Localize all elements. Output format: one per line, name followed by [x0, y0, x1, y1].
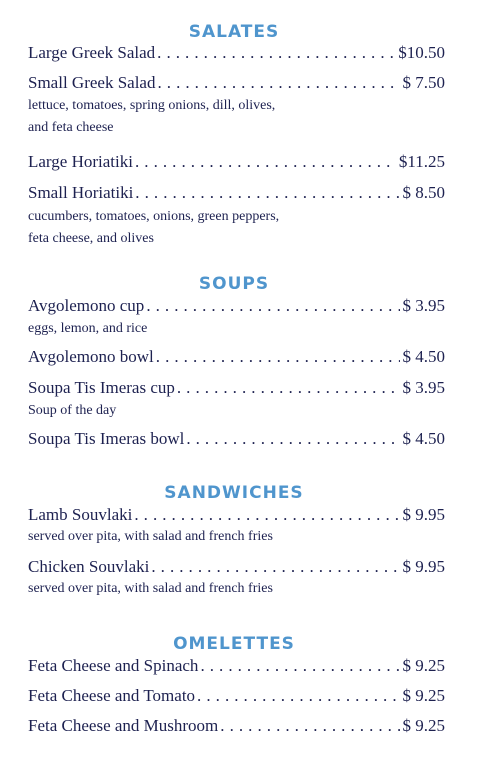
item-name: Lamb Souvlaki [28, 505, 133, 524]
section-heading-sandwiches: SANDWICHES [164, 483, 304, 503]
menu-item-chicken-souvlaki [28, 556, 445, 578]
section-heading-salates: SALATES [188, 22, 280, 42]
menu-item-avgolemono-cup [28, 295, 445, 317]
item-name: Soupa Tis Imeras cup [28, 378, 175, 397]
item-name: Avgolemono cup [28, 296, 145, 315]
item-name: Feta Cheese and Spinach [28, 656, 199, 675]
dot-leader [220, 715, 399, 737]
menu-item-lamb-souvlaki [28, 504, 445, 526]
item-description: and feta cheese [28, 120, 114, 135]
dot-leader [200, 655, 399, 677]
item-name: Chicken Souvlaki [28, 557, 150, 576]
menu-item-large-greek-salad [28, 42, 445, 64]
item-description: served over pita, with salad and french fries [28, 529, 273, 544]
dot-leader [177, 377, 400, 399]
item-name: Avgolemono bowl [28, 347, 154, 366]
item-description: cucumbers, tomatoes, onions, green peppers, [28, 209, 280, 224]
menu-item-small-greek-salad [28, 72, 445, 94]
item-price: $ 8.50 [402, 183, 445, 202]
section-heading-soups: SOUPS [198, 274, 270, 294]
item-name: Large Horiatiki [28, 152, 133, 171]
dot-leader [186, 428, 399, 450]
dot-leader [135, 151, 396, 173]
menu-item-large-horiatiki [28, 151, 445, 173]
item-name: Feta Cheese and Mushroom [28, 716, 219, 735]
item-price: $ 4.50 [402, 347, 445, 366]
menu-item-feta-spinach [28, 655, 445, 677]
item-name: Soupa Tis Imeras bowl [28, 429, 185, 448]
dot-leader [146, 295, 399, 317]
menu-item-feta-tomato [28, 685, 445, 707]
item-description: eggs, lemon, and rice [28, 321, 148, 336]
menu-item-soupa-tis-imeras-cup [28, 377, 445, 399]
dot-leader [134, 504, 399, 526]
item-description: feta cheese, and olives [28, 231, 154, 246]
dot-leader [151, 556, 399, 578]
dot-leader [157, 42, 395, 64]
dot-leader [156, 346, 400, 368]
item-name: Small Horiatiki [28, 183, 134, 202]
item-price: $ 9.25 [402, 716, 445, 735]
item-name: Large Greek Salad [28, 43, 156, 62]
item-price: $ 4.50 [402, 429, 445, 448]
dot-leader [197, 685, 399, 707]
item-price: $ 9.25 [402, 656, 445, 675]
menu-item-avgolemono-bowl [28, 346, 445, 368]
item-price: $ 9.95 [402, 557, 445, 576]
item-price: $ 3.95 [402, 378, 445, 397]
item-price: $10.50 [398, 43, 445, 62]
menu-item-soupa-tis-imeras-bowl [28, 428, 445, 450]
menu-item-feta-mushroom [28, 715, 445, 737]
item-name: Feta Cheese and Tomato [28, 686, 196, 705]
item-price: $ 9.95 [402, 505, 445, 524]
menu-item-small-horiatiki [28, 182, 445, 204]
item-description: lettuce, tomatoes, spring onions, dill, olives, [28, 98, 276, 113]
dot-leader [157, 72, 399, 94]
item-price: $ 7.50 [402, 73, 445, 92]
item-price: $ 9.25 [402, 686, 445, 705]
item-price: $11.25 [398, 152, 445, 171]
item-name: Small Greek Salad [28, 73, 156, 92]
section-heading-omelettes: OMELETTES [173, 634, 295, 654]
dot-leader [135, 182, 399, 204]
item-description: served over pita, with salad and french fries [28, 581, 273, 596]
item-description: Soup of the day [28, 403, 117, 418]
item-price: $ 3.95 [402, 296, 445, 315]
